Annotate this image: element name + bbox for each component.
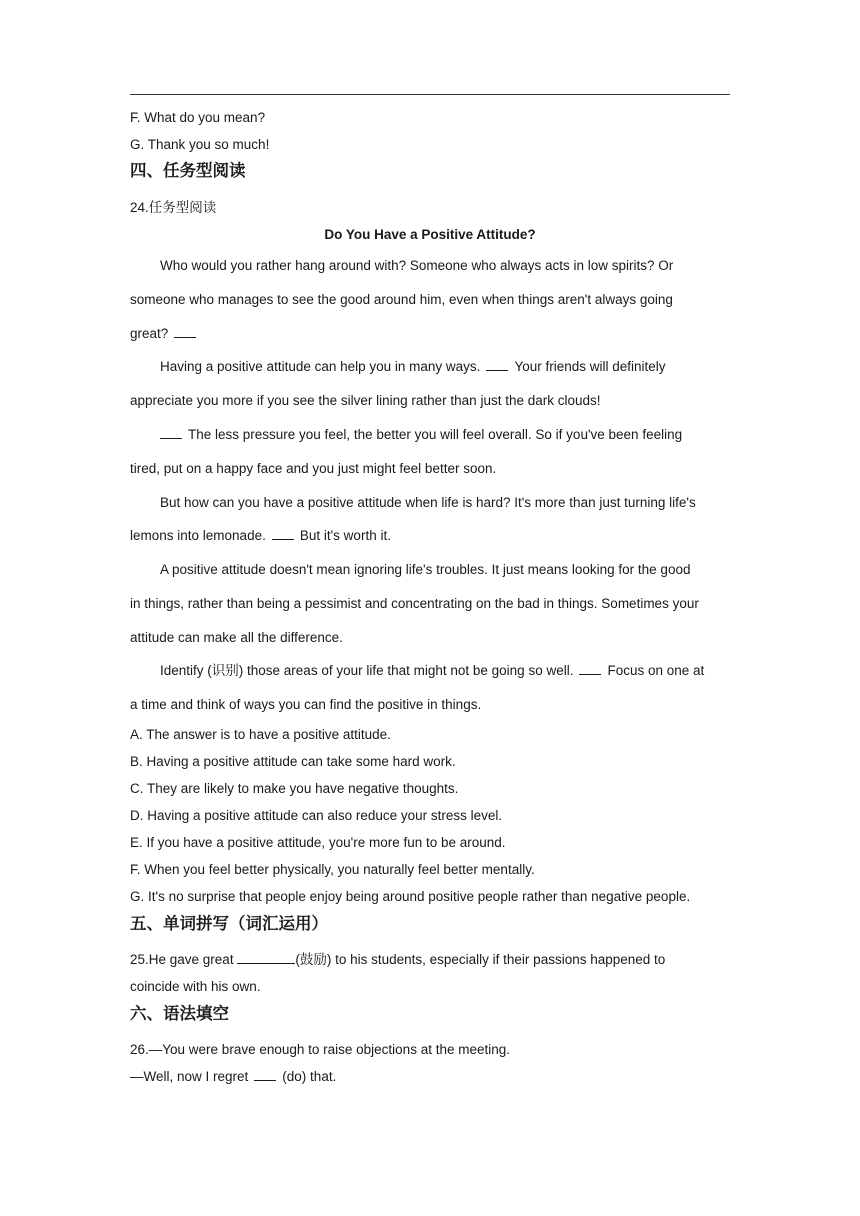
answer-blank (174, 325, 196, 338)
passage-line: appreciate you more if you see the silver lining rather than just the dark clouds! (130, 393, 601, 408)
passage-line: a time and think of ways you can find the positive in things. (130, 697, 482, 712)
answer-option: A. The answer is to have a positive attitude. (130, 727, 391, 742)
passage-line: Having a positive attitude can help you in many ways. Your friends will definitely (160, 359, 666, 374)
passage-title: Do You Have a Positive Attitude? (324, 227, 536, 242)
passage-line: in things, rather than being a pessimist and concentrating on the bad in things. Sometimes your (130, 596, 699, 611)
answer-option: F. When you feel better physically, you naturally feel better mentally. (130, 862, 535, 877)
question-line: 25.He gave great (鼓励) to his students, especially if their passions happened to (130, 952, 666, 967)
passage-line: The less pressure you feel, the better you will feel overall. So if you've been feeling (130, 426, 682, 444)
passage-line: someone who manages to see the good around him, even when things aren't always going (130, 292, 673, 307)
passage-line: Who would you rather hang around with? Someone who always acts in low spirits? Or (160, 258, 674, 273)
passage-line: Identify (识别) those areas of your life that might not be going so well. Focus on one at (160, 663, 705, 678)
answer-blank (237, 951, 295, 964)
passage-line: A positive attitude doesn't mean ignoring life's troubles. It just means looking for the good (160, 562, 691, 577)
passage-line: But how can you have a positive attitude when life is hard? It's more than just turning life's (160, 495, 696, 510)
answer-option: C. They are likely to make you have negative thoughts. (130, 781, 459, 796)
passage-line: lemons into lemonade. But it's worth it. (130, 528, 391, 543)
question-label: 24.任务型阅读 (130, 200, 217, 215)
passage-line: attitude can make all the difference. (130, 630, 343, 645)
header-rule (130, 94, 730, 95)
section-heading: 六、语法填空 (130, 1004, 229, 1023)
question-line: —Well, now I regret (do) that. (130, 1069, 337, 1084)
section-heading: 四、任务型阅读 (130, 161, 246, 180)
option-line: G. Thank you so much! (130, 137, 270, 152)
option-line: F. What do you mean? (130, 110, 266, 125)
question-line: coincide with his own. (130, 979, 261, 994)
answer-blank (254, 1068, 276, 1081)
passage-line: tired, put on a happy face and you just might feel better soon. (130, 461, 497, 476)
answer-blank (160, 426, 182, 439)
answer-blank (579, 662, 601, 675)
answer-option: E. If you have a positive attitude, you're more fun to be around. (130, 835, 506, 850)
passage-line: great? (130, 325, 202, 343)
answer-option: B. Having a positive attitude can take some hard work. (130, 754, 456, 769)
answer-option: D. Having a positive attitude can also reduce your stress level. (130, 808, 503, 823)
answer-blank (272, 527, 294, 540)
section-heading: 五、单词拼写（词汇运用） (130, 914, 328, 933)
question-line: 26.—You were brave enough to raise objections at the meeting. (130, 1042, 510, 1057)
answer-blank (486, 358, 508, 371)
answer-option: G. It's no surprise that people enjoy being around positive people rather than negative people. (130, 889, 691, 904)
